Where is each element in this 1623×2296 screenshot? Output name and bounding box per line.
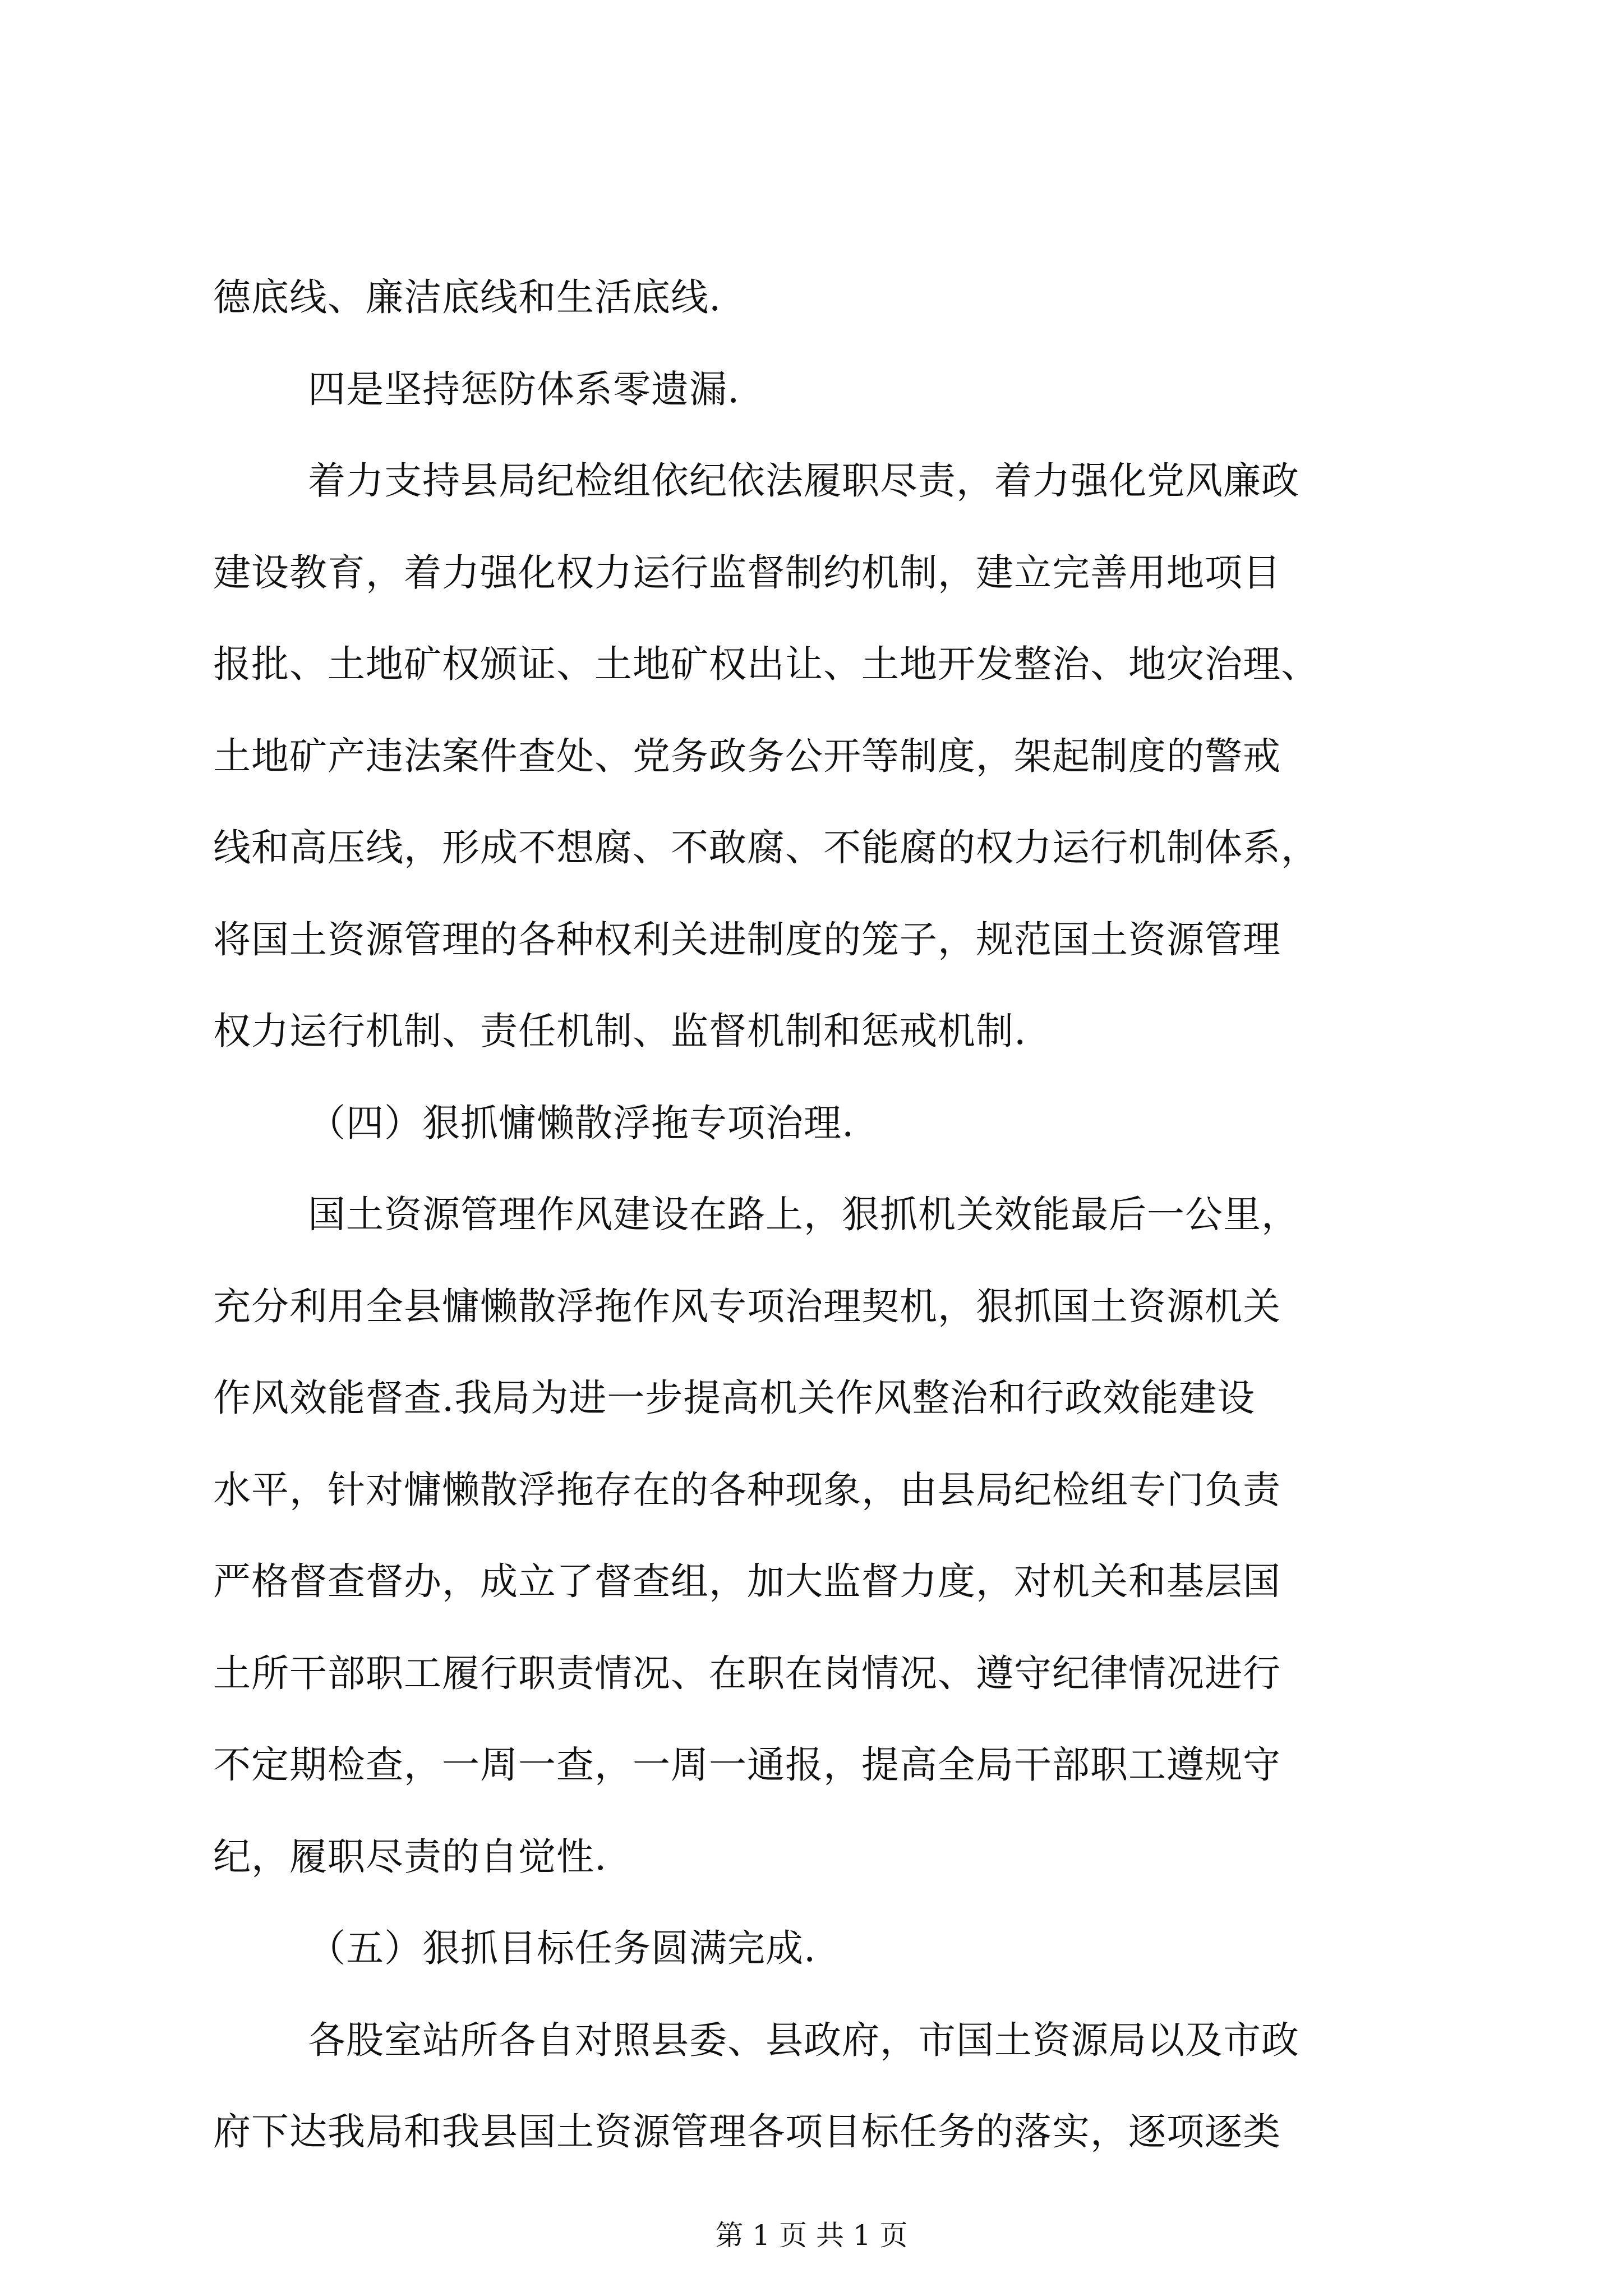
paragraph-text-line: 着力支持县局纪检组依纪依法履职尽责，着力强化党风廉政 xyxy=(308,459,1299,503)
paragraph-text-line: 线和高压线，形成不想腐、不敢腐、不能腐的权力运行机制体系， xyxy=(213,826,1319,869)
page-number-footer: 第 1 页 共 1 页 xyxy=(715,2219,908,2252)
paragraph-text-line: 国土资源管理作风建设在路上，狠抓机关效能最后一公里， xyxy=(308,1193,1299,1236)
paragraph-text-line: 作风效能督查.我局为进一步提高机关作风整治和行政效能建设 xyxy=(213,1376,1256,1420)
paragraph-text-line: 报批、土地矿权颁证、土地矿权出让、土地开发整治、地灾治理、 xyxy=(213,642,1319,686)
paragraph-text-line: 府下达我局和我县国土资源管理各项目标任务的落实，逐项逐类 xyxy=(213,2110,1281,2154)
paragraph-text-line: 土地矿产违法案件查处、党务政务公开等制度，架起制度的警戒 xyxy=(213,734,1281,778)
paragraph-text-line: 建设教育，着力强化权力运行监督制约机制，建立完善用地项目 xyxy=(213,551,1281,595)
section-heading: （五）狠抓目标任务圆满完成. xyxy=(308,1926,817,1970)
section-heading: （四）狠抓慵懒散浮拖专项治理. xyxy=(308,1101,855,1145)
paragraph-text-line: 各股室站所各自对照县委、县政府，市国土资源局以及市政 xyxy=(308,2018,1299,2062)
paragraph-text-line: 严格督查督办，成立了督查组，加大监督力度，对机关和基层国 xyxy=(213,1559,1281,1603)
paragraph-text-line: 将国土资源管理的各种权利关进制度的笼子，规范国土资源管理 xyxy=(213,918,1281,961)
paragraph-text-line: 权力运行机制、责任机制、监督机制和惩戒机制. xyxy=(213,1009,1027,1053)
text-line: 德底线、廉洁底线和生活底线. xyxy=(213,275,722,319)
paragraph-text-line: 不定期检查，一周一查，一周一通报，提高全局干部职工遵规守 xyxy=(213,1743,1281,1787)
paragraph-text-line: 纪，履职尽责的自觉性. xyxy=(213,1835,607,1879)
text-line: 四是坚持惩防体系零遗漏. xyxy=(308,367,740,411)
paragraph-text-line: 水平，针对慵懒散浮拖存在的各种现象，由县局纪检组专门负责 xyxy=(213,1468,1281,1512)
paragraph-text-line: 充分利用全县慵懒散浮拖作风专项治理契机，狠抓国土资源机关 xyxy=(213,1285,1281,1328)
paragraph-text-line: 土所干部职工履行职责情况、在职在岗情况、遵守纪律情况进行 xyxy=(213,1651,1281,1695)
